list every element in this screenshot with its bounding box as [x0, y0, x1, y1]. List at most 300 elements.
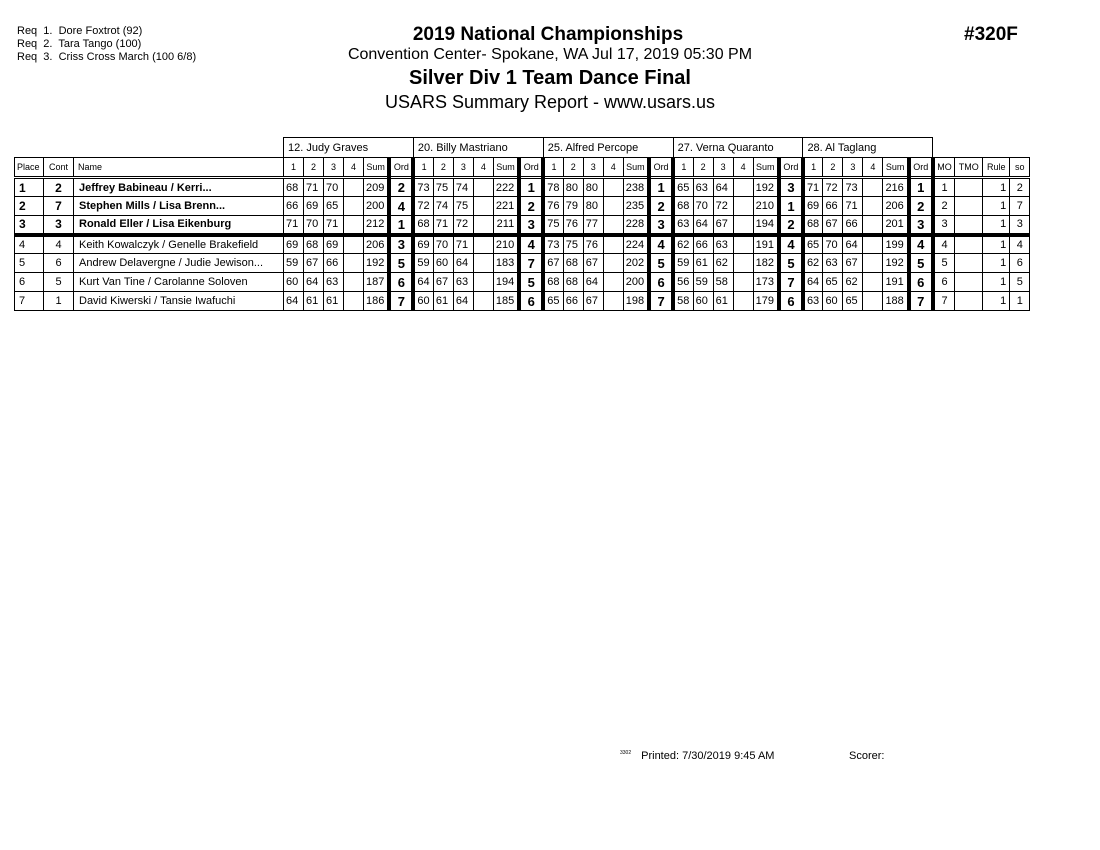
table-row	[15, 178, 1030, 197]
score-4-cell	[733, 273, 753, 292]
tmo-cell	[955, 254, 983, 273]
score-4-cell	[473, 197, 493, 216]
ordinal-cell: 2	[649, 197, 673, 216]
contestant-number-cell: 2	[44, 178, 74, 197]
rule-cell: 1	[983, 292, 1010, 311]
ordinal-cell: 4	[779, 235, 803, 254]
event-number: #320F	[964, 24, 1018, 45]
sum-cell: 238	[623, 178, 649, 197]
score-4-cell	[344, 254, 364, 273]
score-3-cell: 72	[713, 197, 733, 216]
score-1-cell: 75	[543, 216, 563, 235]
sum-cell: 200	[364, 197, 390, 216]
col-sum: Sum	[364, 158, 390, 178]
col-ord: Ord	[909, 158, 933, 178]
so-cell: 5	[1010, 273, 1030, 292]
ordinal-cell: 2	[779, 216, 803, 235]
score-4-cell	[863, 197, 883, 216]
col-rule: Rule	[983, 158, 1010, 178]
score-1-cell: 60	[284, 273, 304, 292]
so-cell: 3	[1010, 216, 1030, 235]
judge-name: 28. Al Taglang	[803, 138, 933, 158]
ordinal-cell: 4	[649, 235, 673, 254]
score-1-cell: 71	[803, 178, 823, 197]
contestant-number-cell: 1	[44, 292, 74, 311]
score-4-cell	[603, 254, 623, 273]
place-cell: 3	[15, 216, 44, 235]
sum-cell: 221	[493, 197, 519, 216]
score-4-cell	[473, 292, 493, 311]
venue-date: Convention Center- Spokane, WA Jul 17, 2019 05:30 PM	[347, 46, 753, 63]
sum-cell: 211	[493, 216, 519, 235]
score-3-cell: 66	[843, 216, 863, 235]
ordinal-cell: 7	[649, 292, 673, 311]
requirement-item: Req 3. Criss Cross March (100 6/8)	[17, 51, 197, 63]
score-1-cell: 68	[413, 216, 433, 235]
score-4-cell	[603, 197, 623, 216]
score-3-cell: 73	[843, 178, 863, 197]
score-2-cell: 65	[823, 273, 843, 292]
score-3-cell: 64	[453, 292, 473, 311]
tmo-cell	[955, 178, 983, 197]
ordinal-cell: 2	[519, 197, 543, 216]
score-2-cell: 68	[563, 273, 583, 292]
judge-name: 25. Alfred Percope	[543, 138, 673, 158]
sum-cell: 183	[493, 254, 519, 273]
sum-cell: 186	[364, 292, 390, 311]
score-1-cell: 67	[543, 254, 563, 273]
score-2-cell: 67	[304, 254, 324, 273]
team-name-cell: Ronald Eller / Lisa Eikenburg	[74, 216, 284, 235]
judge-name: 27. Verna Quaranto	[673, 138, 803, 158]
score-2-cell: 79	[563, 197, 583, 216]
sum-cell: 209	[364, 178, 390, 197]
mo-cell: 7	[933, 292, 955, 311]
table-row	[15, 216, 1030, 235]
score-1-cell: 59	[673, 254, 693, 273]
place-cell: 6	[15, 273, 44, 292]
judge-header-row	[15, 138, 1030, 158]
score-1-cell: 64	[413, 273, 433, 292]
rule-cell: 1	[983, 216, 1010, 235]
ordinal-cell: 7	[389, 292, 413, 311]
score-4-cell	[344, 197, 364, 216]
col-score-3: 3	[324, 158, 344, 178]
score-1-cell: 63	[673, 216, 693, 235]
col-score-2: 2	[563, 158, 583, 178]
score-3-cell: 80	[583, 178, 603, 197]
score-2-cell: 61	[433, 292, 453, 311]
score-3-cell: 63	[713, 235, 733, 254]
col-tmo: TMO	[955, 158, 983, 178]
score-1-cell: 68	[543, 273, 563, 292]
mo-cell: 3	[933, 216, 955, 235]
ordinal-cell: 7	[519, 254, 543, 273]
sum-cell: 199	[883, 235, 909, 254]
col-cont: Cont	[44, 158, 74, 178]
sum-cell: 173	[753, 273, 779, 292]
score-1-cell: 65	[673, 178, 693, 197]
sum-cell: 198	[623, 292, 649, 311]
score-1-cell: 63	[803, 292, 823, 311]
col-score-3: 3	[583, 158, 603, 178]
score-1-cell: 68	[803, 216, 823, 235]
score-4-cell	[733, 254, 753, 273]
col-place: Place	[15, 158, 44, 178]
col-ord: Ord	[389, 158, 413, 178]
score-4-cell	[863, 235, 883, 254]
score-2-cell: 72	[823, 178, 843, 197]
col-score-3: 3	[453, 158, 473, 178]
score-2-cell: 64	[304, 273, 324, 292]
event-title: Silver Div 1 Team Dance Final	[409, 67, 691, 89]
score-1-cell: 78	[543, 178, 563, 197]
score-1-cell: 73	[413, 178, 433, 197]
score-1-cell: 64	[803, 273, 823, 292]
col-score-4: 4	[473, 158, 493, 178]
ordinal-cell: 1	[389, 216, 413, 235]
score-3-cell: 71	[453, 235, 473, 254]
score-4-cell	[344, 235, 364, 254]
score-2-cell: 70	[823, 235, 843, 254]
sum-cell: 200	[623, 273, 649, 292]
sum-cell: 235	[623, 197, 649, 216]
score-3-cell: 64	[713, 178, 733, 197]
score-2-cell: 59	[693, 273, 713, 292]
score-3-cell: 76	[583, 235, 603, 254]
score-4-cell	[473, 178, 493, 197]
score-4-cell	[473, 235, 493, 254]
rule-cell: 1	[983, 273, 1010, 292]
score-2-cell: 68	[563, 254, 583, 273]
score-3-cell: 70	[324, 178, 344, 197]
score-3-cell: 71	[843, 197, 863, 216]
ordinal-cell: 6	[779, 292, 803, 311]
col-score-1: 1	[543, 158, 563, 178]
contestant-number-cell: 7	[44, 197, 74, 216]
ordinal-cell: 5	[909, 254, 933, 273]
col-score-2: 2	[304, 158, 324, 178]
sum-cell: 187	[364, 273, 390, 292]
report-header	[0, 24, 1100, 113]
score-4-cell	[473, 273, 493, 292]
score-4-cell	[733, 292, 753, 311]
score-1-cell: 62	[673, 235, 693, 254]
col-name: Name	[74, 158, 284, 178]
score-3-cell: 62	[843, 273, 863, 292]
sum-cell: 206	[364, 235, 390, 254]
score-1-cell: 69	[803, 197, 823, 216]
sum-cell: 188	[883, 292, 909, 311]
score-1-cell: 68	[284, 178, 304, 197]
ordinal-cell: 5	[649, 254, 673, 273]
col-ord: Ord	[649, 158, 673, 178]
mo-cell: 6	[933, 273, 955, 292]
score-2-cell: 70	[304, 216, 324, 235]
team-name-cell: Keith Kowalczyk / Genelle Brakefield	[74, 235, 284, 254]
score-3-cell: 61	[324, 292, 344, 311]
score-4-cell	[863, 292, 883, 311]
tmo-cell	[955, 235, 983, 254]
rule-cell: 1	[983, 235, 1010, 254]
sum-cell: 224	[623, 235, 649, 254]
ordinal-cell: 5	[519, 273, 543, 292]
score-3-cell: 77	[583, 216, 603, 235]
col-score-1: 1	[803, 158, 823, 178]
ordinal-cell: 6	[649, 273, 673, 292]
rule-cell: 1	[983, 197, 1010, 216]
sum-cell: 212	[364, 216, 390, 235]
judge-name: 20. Billy Mastriano	[413, 138, 543, 158]
printed-timestamp: Printed: 7/30/2019 9:45 AM	[641, 750, 775, 762]
so-cell: 2	[1010, 178, 1030, 197]
score-4-cell	[473, 216, 493, 235]
score-3-cell: 67	[583, 254, 603, 273]
score-4-cell	[863, 273, 883, 292]
score-3-cell: 65	[843, 292, 863, 311]
ordinal-cell: 3	[649, 216, 673, 235]
score-4-cell	[344, 292, 364, 311]
sum-cell: 192	[883, 254, 909, 273]
col-score-2: 2	[823, 158, 843, 178]
score-1-cell: 69	[284, 235, 304, 254]
score-1-cell: 58	[673, 292, 693, 311]
ordinal-cell: 1	[519, 178, 543, 197]
place-cell: 4	[15, 235, 44, 254]
score-4-cell	[733, 197, 753, 216]
score-2-cell: 60	[433, 254, 453, 273]
contestant-number-cell: 5	[44, 273, 74, 292]
score-1-cell: 59	[284, 254, 304, 273]
report-code: 3302	[620, 750, 632, 757]
contestant-number-cell: 6	[44, 254, 74, 273]
score-2-cell: 69	[304, 197, 324, 216]
score-4-cell	[603, 273, 623, 292]
rule-cell: 1	[983, 178, 1010, 197]
col-sum: Sum	[753, 158, 779, 178]
score-3-cell: 64	[843, 235, 863, 254]
ordinal-cell: 7	[909, 292, 933, 311]
so-cell: 1	[1010, 292, 1030, 311]
score-3-cell: 75	[453, 197, 473, 216]
score-1-cell: 59	[413, 254, 433, 273]
mo-cell: 5	[933, 254, 955, 273]
col-mo: MO	[933, 158, 955, 178]
score-4-cell	[733, 235, 753, 254]
mo-cell: 2	[933, 197, 955, 216]
sum-cell: 210	[753, 197, 779, 216]
sum-cell: 185	[493, 292, 519, 311]
score-2-cell: 63	[693, 178, 713, 197]
place-cell: 1	[15, 178, 44, 197]
score-4-cell	[603, 235, 623, 254]
place-cell: 5	[15, 254, 44, 273]
ordinal-cell: 2	[909, 197, 933, 216]
score-2-cell: 60	[823, 292, 843, 311]
col-ord: Ord	[779, 158, 803, 178]
sum-cell: 182	[753, 254, 779, 273]
col-ord: Ord	[519, 158, 543, 178]
team-name-cell: Stephen Mills / Lisa Brenn...	[74, 197, 284, 216]
so-cell: 4	[1010, 235, 1030, 254]
score-3-cell: 64	[453, 254, 473, 273]
score-2-cell: 75	[563, 235, 583, 254]
score-1-cell: 65	[543, 292, 563, 311]
score-3-cell: 63	[453, 273, 473, 292]
score-3-cell: 67	[583, 292, 603, 311]
score-3-cell: 74	[453, 178, 473, 197]
col-score-1: 1	[284, 158, 304, 178]
sum-cell: 210	[493, 235, 519, 254]
ordinal-cell: 1	[909, 178, 933, 197]
ordinal-cell: 6	[519, 292, 543, 311]
ordinal-cell: 6	[909, 273, 933, 292]
sum-cell: 191	[883, 273, 909, 292]
ordinal-cell: 4	[909, 235, 933, 254]
ordinal-cell: 1	[649, 178, 673, 197]
score-2-cell: 71	[304, 178, 324, 197]
score-4-cell	[733, 216, 753, 235]
col-score-3: 3	[713, 158, 733, 178]
score-2-cell: 61	[693, 254, 713, 273]
mo-cell: 1	[933, 178, 955, 197]
score-3-cell: 61	[713, 292, 733, 311]
table-row	[15, 235, 1030, 254]
col-score-3: 3	[843, 158, 863, 178]
sum-cell: 179	[753, 292, 779, 311]
so-cell: 6	[1010, 254, 1030, 273]
ordinal-cell: 6	[389, 273, 413, 292]
score-2-cell: 67	[433, 273, 453, 292]
col-score-4: 4	[603, 158, 623, 178]
ordinal-cell: 1	[779, 197, 803, 216]
score-4-cell	[344, 273, 364, 292]
sum-cell: 202	[623, 254, 649, 273]
score-3-cell: 71	[324, 216, 344, 235]
score-2-cell: 66	[563, 292, 583, 311]
report-title: USARS Summary Report - www.usars.us	[384, 92, 716, 112]
team-name-cell: David Kiwerski / Tansie Iwafuchi	[74, 292, 284, 311]
score-3-cell: 65	[324, 197, 344, 216]
so-cell: 7	[1010, 197, 1030, 216]
score-2-cell: 67	[823, 216, 843, 235]
sum-cell: 228	[623, 216, 649, 235]
results-table	[14, 137, 1030, 311]
score-1-cell: 76	[543, 197, 563, 216]
score-1-cell: 71	[284, 216, 304, 235]
sum-cell: 201	[883, 216, 909, 235]
score-4-cell	[863, 254, 883, 273]
team-name-cell: Andrew Delavergne / Judie Jewison...	[74, 254, 284, 273]
tmo-cell	[955, 273, 983, 292]
score-1-cell: 69	[413, 235, 433, 254]
results-body	[15, 178, 1030, 311]
sum-cell: 194	[493, 273, 519, 292]
team-name-cell: Kurt Van Tine / Carolanne Soloven	[74, 273, 284, 292]
score-3-cell: 72	[453, 216, 473, 235]
tmo-cell	[955, 216, 983, 235]
col-score-2: 2	[693, 158, 713, 178]
score-3-cell: 80	[583, 197, 603, 216]
col-score-2: 2	[433, 158, 453, 178]
sum-cell: 194	[753, 216, 779, 235]
score-3-cell: 66	[324, 254, 344, 273]
score-4-cell	[863, 216, 883, 235]
score-3-cell: 69	[324, 235, 344, 254]
score-1-cell: 56	[673, 273, 693, 292]
col-so: so	[1010, 158, 1030, 178]
score-4-cell	[863, 178, 883, 197]
score-1-cell: 72	[413, 197, 433, 216]
score-2-cell: 68	[304, 235, 324, 254]
ordinal-cell: 3	[389, 235, 413, 254]
score-1-cell: 65	[803, 235, 823, 254]
score-4-cell	[344, 216, 364, 235]
score-2-cell: 60	[693, 292, 713, 311]
score-1-cell: 66	[284, 197, 304, 216]
score-2-cell: 70	[433, 235, 453, 254]
team-name-cell: Jeffrey Babineau / Kerri...	[74, 178, 284, 197]
sum-cell: 222	[493, 178, 519, 197]
printed-info	[620, 750, 774, 762]
score-4-cell	[603, 178, 623, 197]
table-row	[15, 254, 1030, 273]
scorer-label: Scorer:	[849, 750, 885, 762]
requirement-item: Req 2. Tara Tango (100)	[17, 38, 142, 50]
table-row	[15, 292, 1030, 311]
score-2-cell: 70	[693, 197, 713, 216]
table-row	[15, 197, 1030, 216]
score-2-cell: 76	[563, 216, 583, 235]
ordinal-cell: 2	[389, 178, 413, 197]
score-1-cell: 64	[284, 292, 304, 311]
sum-cell: 192	[364, 254, 390, 273]
ordinal-cell: 4	[389, 197, 413, 216]
ordinal-cell: 3	[909, 216, 933, 235]
ordinal-cell: 4	[519, 235, 543, 254]
score-3-cell: 58	[713, 273, 733, 292]
score-2-cell: 75	[433, 178, 453, 197]
score-2-cell: 66	[823, 197, 843, 216]
col-score-4: 4	[863, 158, 883, 178]
score-3-cell: 64	[583, 273, 603, 292]
col-sum: Sum	[493, 158, 519, 178]
sum-cell: 192	[753, 178, 779, 197]
score-2-cell: 63	[823, 254, 843, 273]
ordinal-cell: 5	[779, 254, 803, 273]
score-4-cell	[603, 292, 623, 311]
ordinal-cell: 3	[519, 216, 543, 235]
score-1-cell: 60	[413, 292, 433, 311]
ordinal-cell: 5	[389, 254, 413, 273]
mo-cell: 4	[933, 235, 955, 254]
championship-title: 2019 National Championships	[412, 24, 684, 45]
tmo-cell	[955, 197, 983, 216]
column-header-row	[15, 158, 1030, 178]
table-row	[15, 273, 1030, 292]
col-sum: Sum	[883, 158, 909, 178]
tmo-cell	[955, 292, 983, 311]
col-score-1: 1	[673, 158, 693, 178]
score-4-cell	[344, 178, 364, 197]
rule-cell: 1	[983, 254, 1010, 273]
score-1-cell: 68	[673, 197, 693, 216]
sum-cell: 206	[883, 197, 909, 216]
place-cell: 2	[15, 197, 44, 216]
score-4-cell	[473, 254, 493, 273]
score-3-cell: 67	[713, 216, 733, 235]
score-2-cell: 74	[433, 197, 453, 216]
